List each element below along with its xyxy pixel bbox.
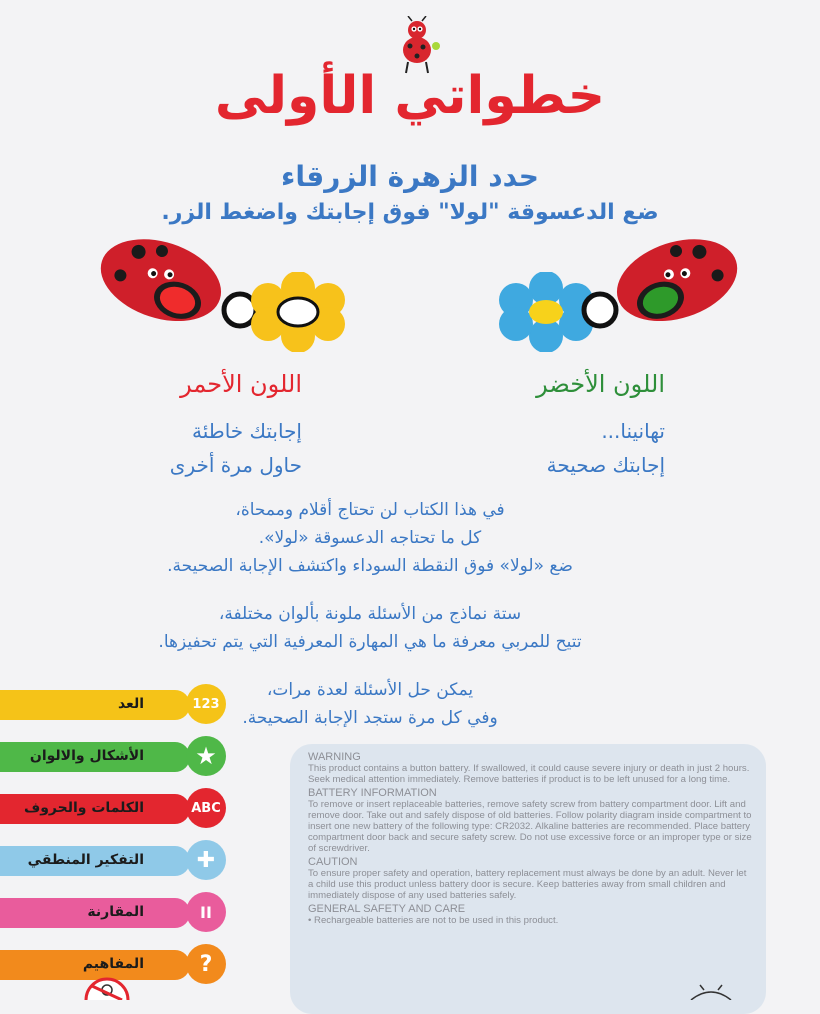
category-label: الكلمات والحروف xyxy=(23,800,144,816)
green-heading: اللون الأخضر xyxy=(536,370,665,398)
red-line-2: حاول مرة أخرى xyxy=(169,453,302,477)
category-logical-thinking xyxy=(0,846,190,876)
subtitle: حدد الزهرة الزرقاء xyxy=(281,160,539,193)
battery-info-body: To remove or insert replaceable batteries, remove safety screw from battery compartment door. Lift and remove door. Take out and safely dispose of old batteries. Follow polarity diagram inside compartment to insert one new battery of the following type: CR2032. Alkaline batteries are recommended. Place battery compartment door back and secure safety screw. Do not use excessive force or an improper type or size of screwdriver. xyxy=(308,799,752,854)
category-label: العد xyxy=(117,696,144,712)
green-line-1: تهانينا... xyxy=(601,419,665,443)
paragraph-2 xyxy=(150,600,590,656)
category-counting xyxy=(0,690,190,720)
paragraph-2-line-2: تتيح للمربي معرفة ما هي المهارة المعرفية التي يتم تحفيزها. xyxy=(158,632,582,652)
red-feedback xyxy=(170,414,302,482)
category-label: الأشكال والالوان xyxy=(29,748,144,764)
red-heading: اللون الأحمر xyxy=(180,370,302,398)
page-title: خطواتي الأولى xyxy=(214,66,606,126)
battery-warning-box xyxy=(290,744,766,1014)
age-warning-icon xyxy=(82,976,132,1000)
paragraph-3-line-2: وفي كل مرة ستجد الإجابة الصحيحة. xyxy=(242,708,498,728)
instruction: ضع الدعسوقة "لولا" فوق إجابتك واضغط الزر. xyxy=(161,200,659,225)
paragraph-2-line-1: ستة نماذج من الأسئلة ملونة بألوان مختلفة، xyxy=(218,604,522,624)
green-feedback xyxy=(547,414,665,482)
paragraph-3-line-1: يمكن حل الأسئلة لعدة مرات، xyxy=(266,680,474,700)
category-legend xyxy=(0,672,240,977)
red-ladybug-icon xyxy=(90,228,260,338)
battery-info-heading: BATTERY INFORMATION xyxy=(308,787,437,799)
category-comparison xyxy=(0,898,190,928)
paragraph-1-line-3: ضع «لولا» فوق النقطة السوداء واكتشف الإجابة الصحيحة. xyxy=(167,556,573,576)
category-label: التفكير المنطقي xyxy=(27,852,144,868)
warning-text xyxy=(308,752,754,929)
safety-heading: GENERAL SAFETY AND CARE xyxy=(308,903,466,915)
compare-icon: II xyxy=(186,892,226,932)
category-shapes-colors xyxy=(0,742,190,772)
green-ladybug-icon xyxy=(578,228,748,338)
category-label: المفاهيم xyxy=(82,956,144,972)
green-line-2: إجابتك صحيحة xyxy=(546,453,665,477)
category-label: المقارنة xyxy=(87,904,144,920)
star-icon: ★ xyxy=(186,736,226,776)
warning-heading: WARNING xyxy=(308,751,361,763)
paragraph-1-line-1: في هذا الكتاب لن تحتاج أقلام وممحاة، xyxy=(235,500,505,520)
caution-body: To ensure proper safety and operation, battery replacement must always be done by an adult. Never let a child use this product unless battery door is secure. Keep batteries away from small children and immediately dispose of any used batteries safely. xyxy=(308,868,747,901)
paragraph-1-line-2: كل ما تحتاجه الدعسوقة «لولا». xyxy=(258,528,482,548)
caution-heading: CAUTION xyxy=(308,856,358,868)
warning-body: This product contains a button battery. If swallowed, it could cause severe injury or death in just 2 hours. Seek medical attention immediately. Remove batteries if product is to be left unused for a long time. xyxy=(308,763,750,785)
safety-body: • Rechargeable batteries are not to be used in this product. xyxy=(308,915,559,926)
puzzle-icon: ✚ xyxy=(186,840,226,880)
letters-icon: ABC xyxy=(186,788,226,828)
paragraph-1 xyxy=(150,496,590,580)
numbers-icon: 123 xyxy=(186,684,226,724)
ladybug-outline-icon xyxy=(686,984,736,1000)
category-words-letters xyxy=(0,794,190,824)
yellow-flower-icon xyxy=(248,272,348,352)
question-icon: ? xyxy=(186,944,226,984)
red-line-1: إجابتك خاطئة xyxy=(192,419,302,443)
